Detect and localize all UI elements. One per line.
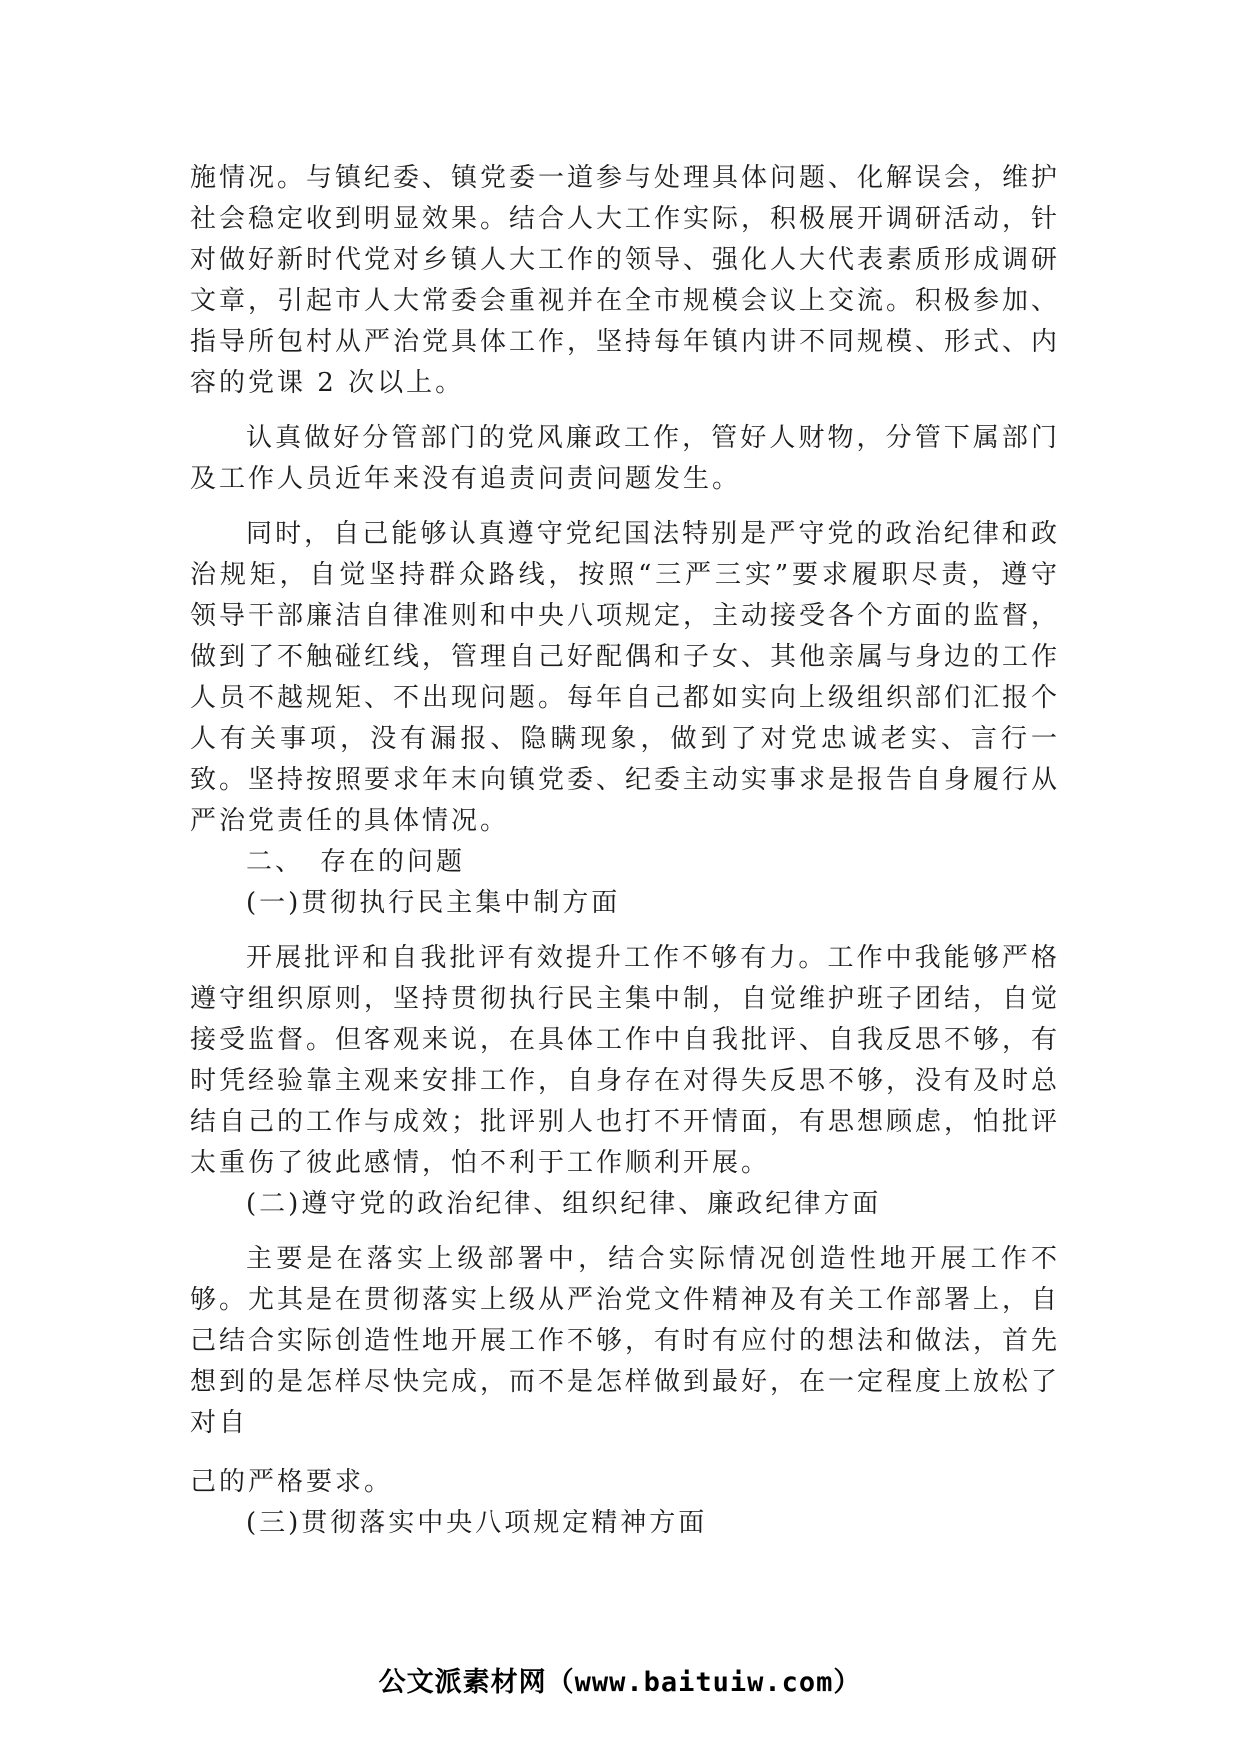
section-heading-problems — [190, 842, 1060, 883]
paragraph-implementation: 主要是在落实上级部署中，结合实际情况创造性地开展工作不够。尤其是在贯彻落实上级从严治党文件精神及有关工作部署上，自己结合实际创造性地开展工作不够，有时有应付的想法和做法，首先想到的是怎样尽快完成，而不是怎样做到最好，在一定程度上放松了对自 — [190, 1244, 1061, 1438]
subheading-democratic-centralism: (一)贯彻执行民主集中制方面 — [246, 888, 621, 918]
paragraph-discipline: 同时，自己能够认真遵守党纪国法特别是严守党的政治纪律和政治规矩，自觉坚持群众路线，按照“三严三实”要求履职尽责，遵守领导干部廉洁自律准则和中央八项规定，主动接受各个方面的监督，做到了不触碰红线，管理自己好配偶和子女、其他亲属与身边的工作人员不越规矩、不出现问题。每年自己都如实向上级组织部们汇报个人有关事项，没有漏报、隐瞒现象，做到了对党忠诚老实、言行一致。坚持按照要求年末向镇党委、纪委主动实事求是报告自身履行从严治党责任的具体情况。 — [190, 519, 1061, 836]
document-body — [190, 158, 1060, 1544]
subheading-eight-regulations: (三)贯彻落实中央八项规定精神方面 — [246, 1508, 708, 1538]
subheading-party-discipline: (二)遵守党的政治纪律、组织纪律、廉政纪律方面 — [246, 1189, 882, 1219]
paragraph-implementation-tail: 己的严格要求。 — [190, 1467, 394, 1497]
section-title: 存在的问题 — [320, 847, 466, 877]
paragraph-continuation: 施情况。与镇纪委、镇党委一道参与处理具体问题、化解误会，维护社会稳定收到明显效果。结合人大工作实际，积极展开调研活动，针对做好新时代党对乡镇人大工作的领导、强化人大代表素质形成调研文章，引起市人大常委会重视并在全市规模会议上交流。积极参加、指导所包村从严治党具体工作，坚持每年镇内讲不同规模、形式、内容的党课 2 次以上。 — [190, 163, 1061, 398]
paragraph-supervision: 认真做好分管部门的党风廉政工作，管好人财物，分管下属部门及工作人员近年来没有追责问责问题发生。 — [190, 423, 1060, 494]
section-number: 二、 — [246, 847, 305, 877]
paragraph-criticism: 开展批评和自我批评有效提升工作不够有力。工作中我能够严格遵守组织原则，坚持贯彻执行民主集中制，自觉维护班子团结，自觉接受监督。但客观来说，在具体工作中自我批评、自我反思不够，有时凭经验靠主观来安排工作，自身存在对得失反思不够，没有及时总结自己的工作与成效；批评别人也打不开情面，有思想顾虑，怕批评太重伤了彼此感情，怕不利于工作顺利开展。 — [190, 943, 1061, 1178]
footer-watermark: 公文派素材网（www.baituiw.com） — [378, 1667, 862, 1698]
